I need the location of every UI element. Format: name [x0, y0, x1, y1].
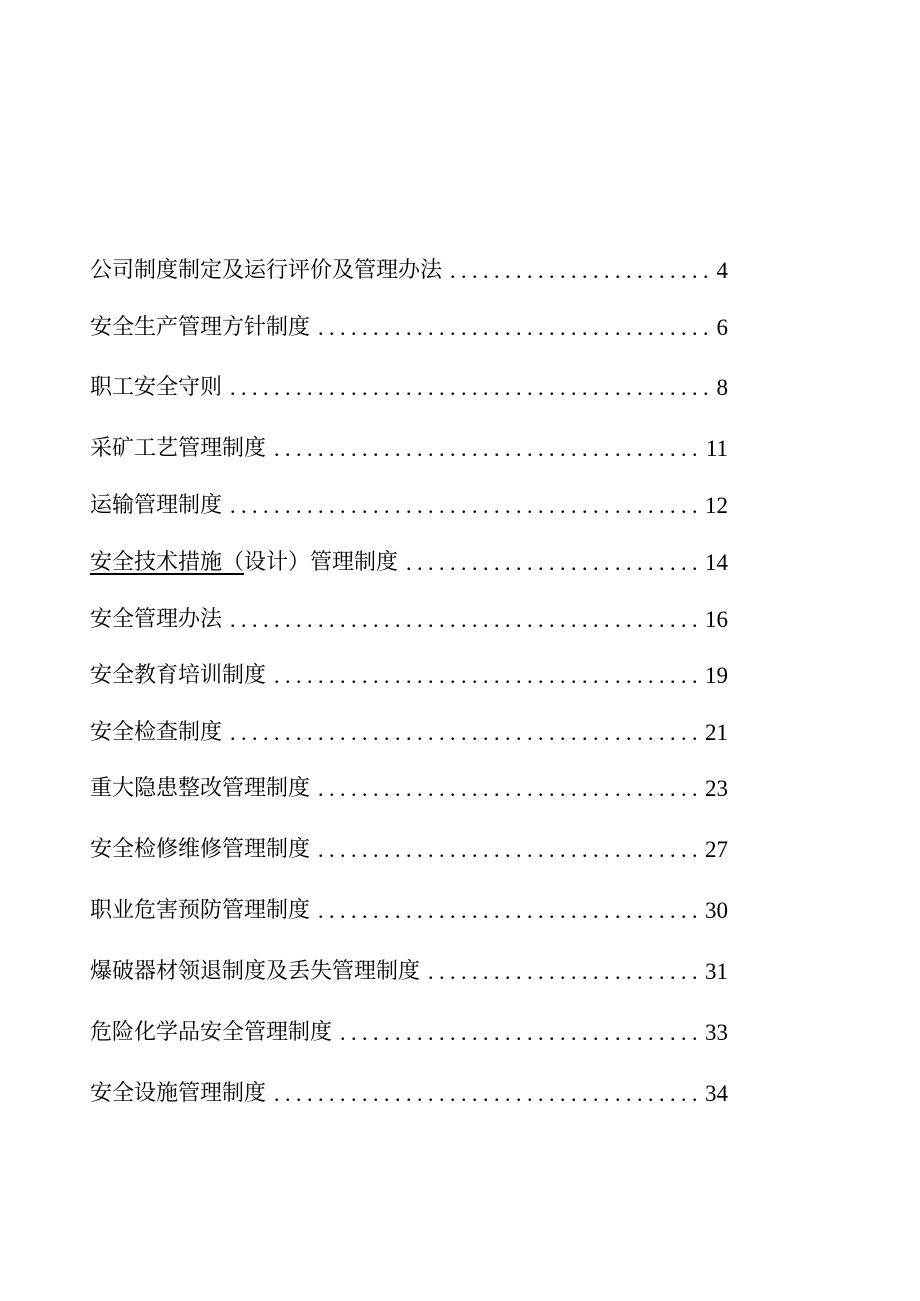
- toc-entry-page: 16: [705, 607, 728, 632]
- toc-entry-title: 职业危害预防管理制度: [90, 898, 311, 923]
- toc-entry[interactable]: [90, 430, 728, 464]
- toc-entry[interactable]: [90, 1014, 728, 1048]
- toc-entry-title-rest: 设计）管理制度: [244, 550, 399, 575]
- toc-dot-leader: [222, 718, 703, 748]
- toc-dot-leader: [222, 605, 703, 635]
- toc-entry[interactable]: [90, 1075, 728, 1109]
- toc-entry-title: 安全设施管理制度: [90, 1081, 267, 1106]
- toc-entry-title: [90, 548, 398, 578]
- toc-entry[interactable]: [90, 601, 728, 635]
- toc-entry-page: 31: [705, 959, 728, 984]
- toc-entry-title: 运输管理制度: [90, 493, 223, 518]
- toc-entry-title: 公司制度制定及运行评价及管理办法: [90, 258, 443, 283]
- toc-entry-title: 安全教育培训制度: [90, 663, 267, 688]
- toc-entry-title-underlined: 安全技术措施（: [90, 550, 245, 575]
- toc-entry-title: 采矿工艺管理制度: [90, 436, 267, 461]
- toc-entry-title: 重大隐患整改管理制度: [90, 776, 311, 801]
- toc-entry-title: 职工安全守则: [90, 375, 223, 400]
- toc-entry-page: 23: [705, 776, 728, 801]
- toc-dot-leader: [266, 1079, 703, 1109]
- toc-entry[interactable]: [90, 657, 728, 691]
- toc-entry-page: 14: [705, 550, 728, 575]
- toc-entry[interactable]: [90, 252, 728, 286]
- toc-entry-page: 8: [716, 375, 728, 400]
- toc-entry-title: 爆破器材领退制度及丢失管理制度: [90, 959, 421, 984]
- toc-entry-page: 6: [716, 315, 728, 340]
- toc-entry-page: 30: [705, 898, 728, 923]
- toc-dot-leader: [266, 434, 704, 464]
- toc-dot-leader: [222, 491, 703, 521]
- toc-dot-leader: [310, 774, 703, 804]
- toc-entry[interactable]: [90, 892, 728, 926]
- toc-entry-page: 4: [716, 258, 728, 283]
- toc-entry-title: 安全检修维修管理制度: [90, 837, 311, 862]
- toc-entry-page: 12: [705, 493, 728, 518]
- toc-entry[interactable]: [90, 770, 728, 804]
- toc-entry[interactable]: [90, 487, 728, 521]
- toc-entry-title: 安全生产管理方针制度: [90, 315, 311, 340]
- toc-dot-leader: [310, 835, 703, 865]
- toc-dot-leader: [310, 896, 703, 926]
- toc-dot-leader: [420, 957, 703, 987]
- toc-entry-page: 11: [705, 436, 728, 461]
- toc-dot-leader: [266, 661, 703, 691]
- toc-dot-leader: [310, 313, 714, 343]
- toc-entry-page: 21: [705, 720, 728, 745]
- toc-entry[interactable]: [90, 831, 728, 865]
- toc-entry-page: 33: [705, 1020, 728, 1045]
- toc-entry-page: 34: [705, 1081, 728, 1106]
- toc-entry-page: 19: [705, 663, 728, 688]
- toc-entry-page: 27: [705, 837, 728, 862]
- toc-entry[interactable]: [90, 953, 728, 987]
- toc-dot-leader: [442, 256, 714, 286]
- toc-entry[interactable]: [90, 309, 728, 343]
- toc-entry-title: 危险化学品安全管理制度: [90, 1020, 333, 1045]
- toc-dot-leader: [332, 1018, 703, 1048]
- toc-dot-leader: [222, 373, 714, 403]
- toc-entry-title: 安全检查制度: [90, 720, 223, 745]
- toc-entry[interactable]: [90, 369, 728, 403]
- toc-entry[interactable]: [90, 714, 728, 748]
- toc-dot-leader: [398, 548, 703, 578]
- toc-entry-title: 安全管理办法: [90, 607, 223, 632]
- toc-entry[interactable]: [90, 544, 728, 578]
